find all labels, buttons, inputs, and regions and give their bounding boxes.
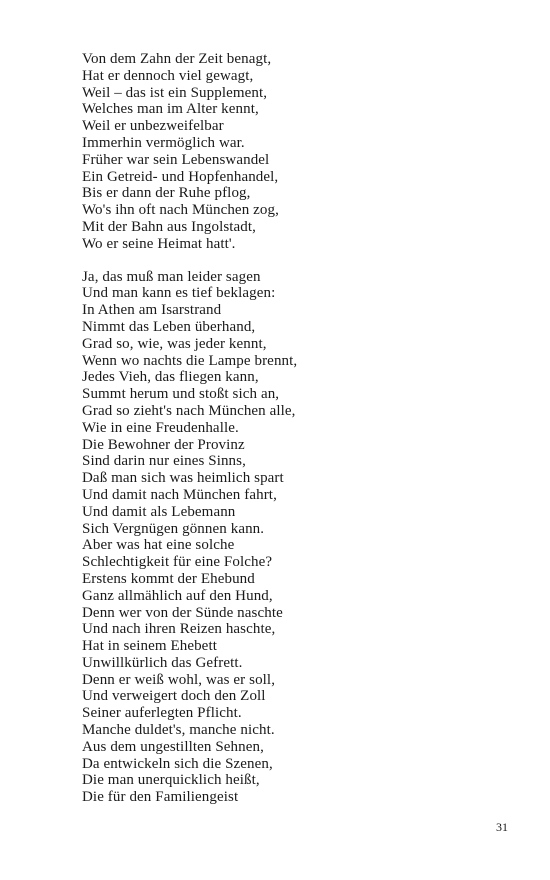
- verse-line: Aber was hat eine solche: [82, 537, 235, 554]
- verse-line: Grad so zieht's nach München alle,: [82, 402, 296, 419]
- verse-line: Denn er weiß wohl, was er soll,: [82, 671, 276, 688]
- verse-line: Summt herum und stoßt sich an,: [82, 386, 280, 403]
- verse-line: Die Bewohner der Provinz: [82, 436, 245, 453]
- verse-line: Mit der Bahn aus Ingolstadt,: [82, 218, 257, 235]
- verse-line: Immerhin vermöglich war.: [82, 134, 245, 151]
- verse-line: Und man kann es tief beklagen:: [82, 285, 276, 302]
- verse-line: Daß man sich was heimlich spart: [82, 470, 284, 487]
- verse-line: Sich Vergnügen gönnen kann.: [82, 520, 265, 537]
- verse-line: Erstens kommt der Ehebund: [82, 570, 255, 587]
- poem-text: [82, 51, 502, 806]
- verse-line: Die für den Familiengeist: [82, 789, 239, 806]
- verse-line: Und verweigert doch den Zoll: [82, 688, 266, 705]
- verse-line: Ja, das muß man leider sagen: [82, 268, 261, 285]
- verse-line: Und damit als Lebemann: [82, 503, 236, 520]
- verse-line: Die man unerquicklich heißt,: [82, 772, 260, 789]
- verse-line: Wenn wo nachts die Lampe brennt,: [82, 352, 298, 369]
- verse-line: Nimmt das Leben überhand,: [82, 318, 256, 335]
- verse-line: Bis er dann der Ruhe pflog,: [82, 185, 251, 202]
- verse-line: In Athen am Isarstrand: [82, 302, 222, 319]
- verse-line: Wo er seine Heimat hatt'.: [82, 235, 236, 252]
- verse-line: Denn wer von der Sünde naschte: [82, 604, 283, 621]
- verse-line: Weil er unbezweifelbar: [82, 118, 224, 135]
- verse-line: Weil – das ist ein Supplement,: [82, 84, 268, 101]
- verse-line: Hat er dennoch viel gewagt,: [82, 67, 254, 84]
- verse-line: Hat in seinem Ehebett: [82, 638, 217, 655]
- page-number: 31: [496, 820, 508, 834]
- verse-line: Wo's ihn oft nach München zog,: [82, 202, 279, 219]
- verse-line: Da entwickeln sich die Szenen,: [82, 755, 273, 772]
- verse-line: Schlechtigkeit für eine Folche?: [82, 554, 273, 571]
- verse-line: Wie in eine Freudenhalle.: [82, 419, 239, 436]
- verse-line: Seiner auferlegten Pflicht.: [82, 705, 242, 722]
- verse-line: Und damit nach München fahrt,: [82, 486, 277, 503]
- verse-line: Jedes Vieh, das fliegen kann,: [82, 369, 259, 386]
- stanza-2: [82, 269, 502, 807]
- verse-line: Welches man im Alter kennt,: [82, 101, 259, 118]
- verse-line: Grad so, wie, was jeder kennt,: [82, 335, 267, 352]
- verse-line: Manche duldet's, manche nicht.: [82, 722, 275, 739]
- verse-line: Ein Getreid- und Hopfenhandel,: [82, 168, 279, 185]
- verse-line: Unwillkürlich das Gefrett.: [82, 654, 243, 671]
- stanza-1: [82, 51, 502, 253]
- verse-line: Sind darin nur eines Sinns,: [82, 453, 246, 470]
- verse-line: Von dem Zahn der Zeit benagt,: [82, 51, 272, 67]
- verse-line: Und nach ihren Reizen haschte,: [82, 621, 276, 638]
- verse-line: Früher war sein Lebenswandel: [82, 151, 270, 168]
- verse-line: Aus dem ungestillten Sehnen,: [82, 738, 264, 755]
- verse-line: Ganz allmählich auf den Hund,: [82, 587, 273, 604]
